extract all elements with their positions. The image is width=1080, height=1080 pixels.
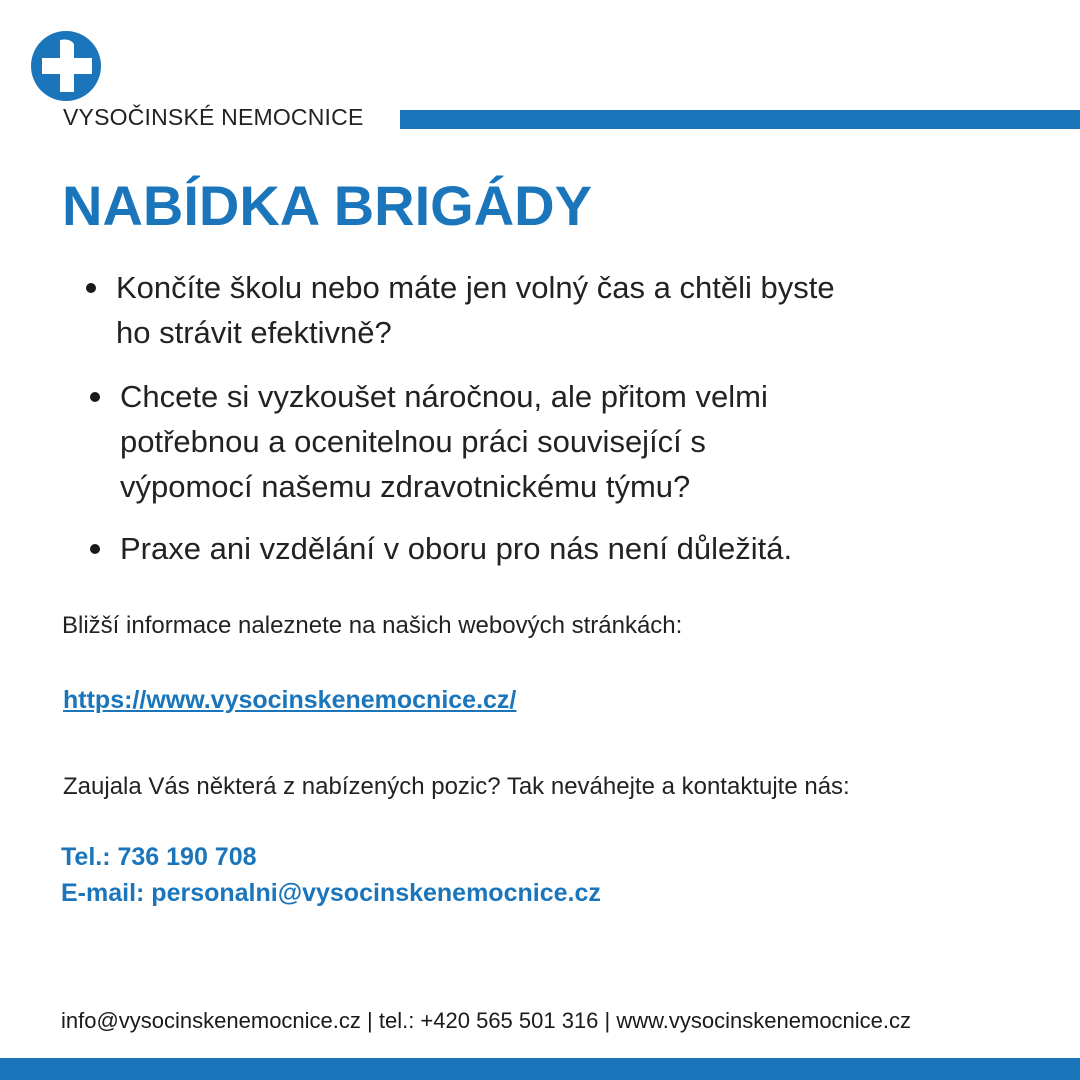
bullet-dot-icon: [86, 283, 96, 293]
organization-name: VYSOČINSKÉ NEMOCNICE: [63, 104, 364, 130]
info-text: Bližší informace naleznete na našich webových stránkách:: [62, 612, 683, 639]
page-title: NABÍDKA BRIGÁDY: [62, 174, 592, 237]
list-item-text: Chcete si vyzkoušet náročnou, ale přitom velmi potřebnou a ocenitelnou práci související s výpomocí našemu zdravotnickému týmu?: [120, 379, 768, 504]
contact-prompt: Zaujala Vás některá z nabízených pozic? Tak neváhejte a kontaktujte nás:: [63, 773, 850, 800]
footer-accent-bar: [0, 1058, 1080, 1080]
list-item: [90, 374, 950, 509]
list-item-text: Končíte školu nebo máte jen volný čas a chtěli byste ho strávit efektivně?: [116, 270, 835, 350]
list-item-text: Praxe ani vzdělání v oboru pro nás není důležitá.: [120, 531, 793, 566]
contact-phone: Tel.: 736 190 708: [61, 843, 257, 871]
list-item: [90, 526, 950, 571]
website-link[interactable]: https://www.vysocinskenemocnice.cz/: [63, 686, 517, 714]
header-accent-bar: [400, 110, 1080, 129]
bullet-dot-icon: [90, 544, 100, 554]
list-item: [86, 265, 946, 355]
hospital-cross-icon: [30, 30, 102, 102]
footer-contact-line: info@vysocinskenemocnice.cz | tel.: +420 565 501 316 | www.vysocinskenemocnice.cz: [61, 1008, 912, 1033]
bullet-dot-icon: [90, 392, 100, 402]
contact-email: E-mail: personalni@vysocinskenemocnice.cz: [61, 879, 601, 907]
